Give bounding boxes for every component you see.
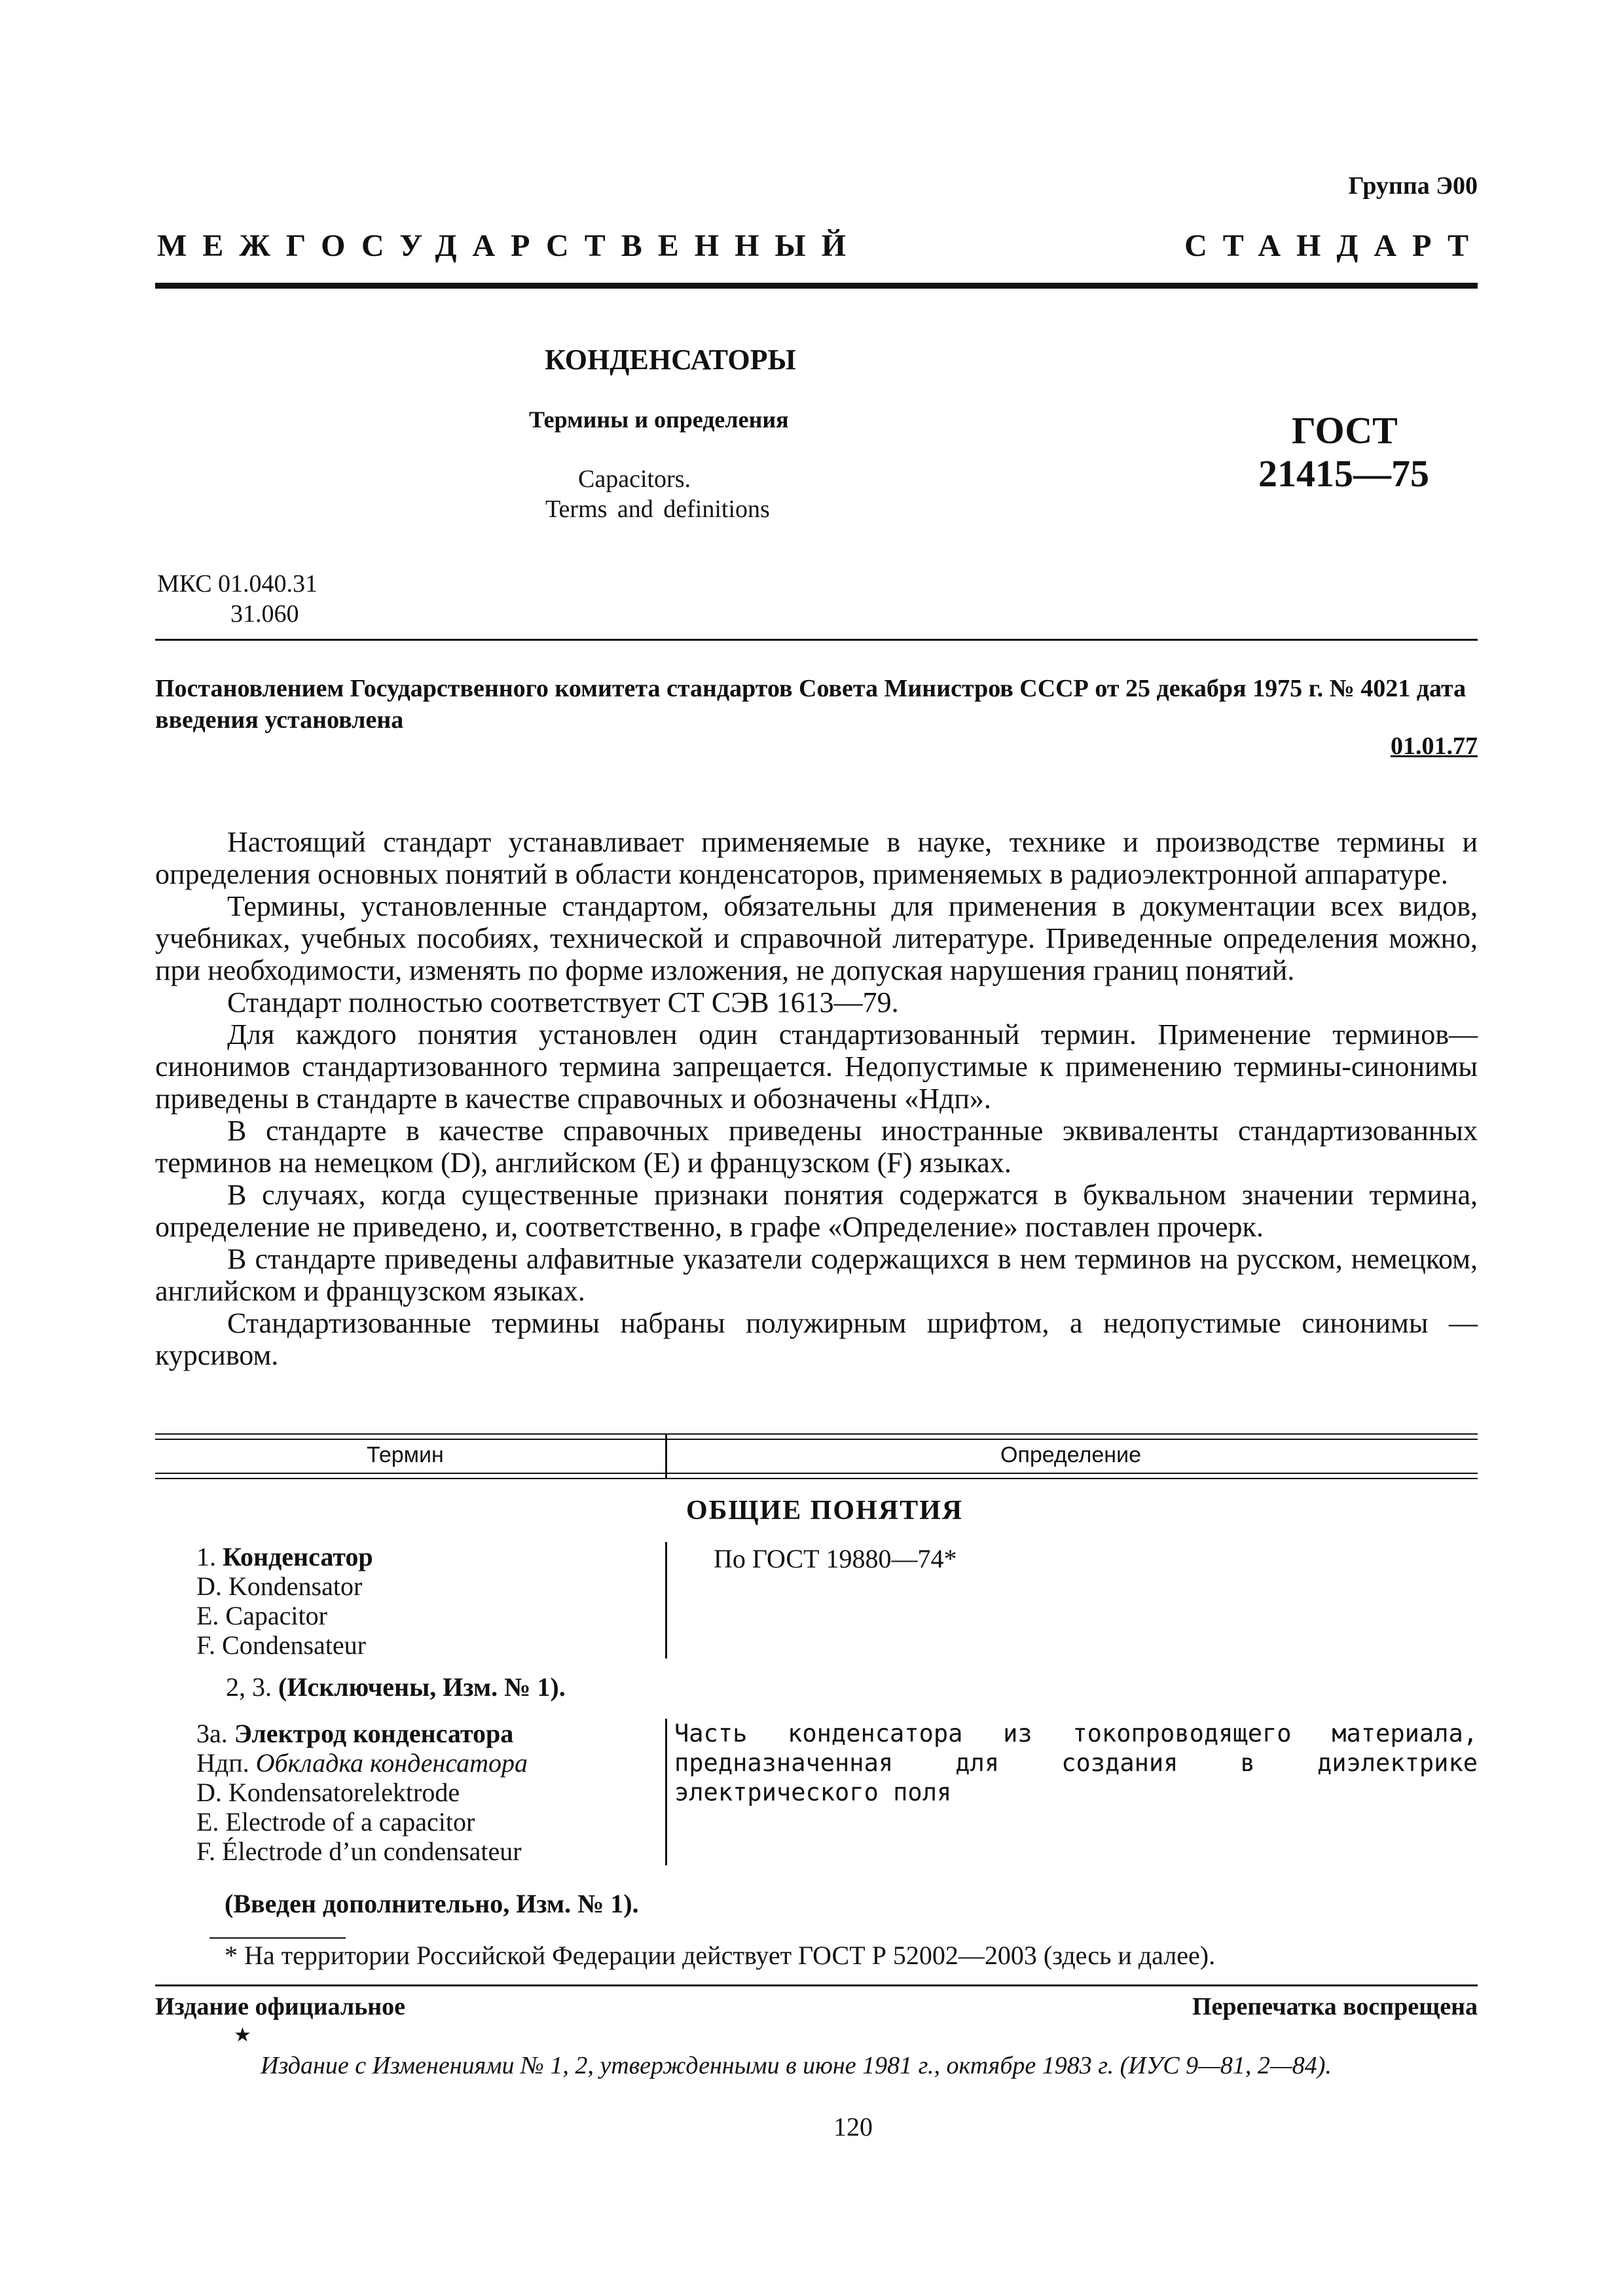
term-number: 3а.: [196, 1719, 228, 1748]
paragraph: Термины, установленные стандартом, обязательны для применения в документации всех видов, учебниках, учебных пособиях, технической и справочной литературе. Приведенные определения можно, при необходимости, изменять по форме изложения, не допуская нарушения границ понятий.: [155, 890, 1478, 986]
mks-code-2: 31.060: [230, 600, 299, 628]
mks-code-1: МКС 01.040.31: [157, 570, 318, 598]
paragraph: В стандарте в качестве справочных приведены иностранные эквиваленты стандартизованных терминов на немецком (D), английском (E) и французском (F) языках.: [155, 1115, 1478, 1179]
paragraph: Для каждого понятия установлен один стандартизованный термин. Применение терминов—синонимов стандартизованного термина запрещается. Недопустимые к применению термины-синонимы приведены в стандарте в качестве справочных и обозначены «Ндп».: [155, 1018, 1478, 1115]
definition-1: По ГОСТ 19880—74*: [714, 1544, 957, 1573]
section-title: ОБЩИЕ ПОНЯТИЯ: [686, 1496, 964, 1526]
footer-rule: [155, 1984, 1478, 1986]
body-text: [155, 826, 1478, 1371]
column-divider: [665, 1719, 667, 1865]
group-label: Группа Э00: [1348, 172, 1478, 200]
amendment-note: (Введен дополнительно, Изм. № 1).: [225, 1889, 639, 1918]
table-header-rule: [155, 1473, 1478, 1474]
star-icon: ★: [234, 2024, 251, 2046]
gost-number: 21415—75: [1258, 452, 1429, 495]
term-de: D. Kondensatorelektrode: [196, 1778, 460, 1807]
term-entry-3a: [196, 1719, 528, 1866]
banner-interstate: МЕЖГОСУДАРСТВЕННЫЙ: [157, 228, 862, 263]
column-divider: [665, 1542, 667, 1659]
term-en: E. Electrode of a capacitor: [196, 1807, 475, 1837]
decree-text: Постановлением Государственного комитета стандартов Совета Министров СССР от 25 декабря 1975 г. № 4021 дата введения установлена: [155, 675, 1467, 734]
paragraph: Стандартизованные термины набраны полужирным шрифтом, а недопустимые синонимы — курсивом.: [155, 1307, 1478, 1371]
table-top-rule-2: [155, 1439, 1478, 1440]
page-number: 120: [833, 2112, 873, 2142]
table-header-rule-2: [155, 1478, 1478, 1479]
footnote-rule: [210, 1937, 346, 1939]
paragraph: Стандарт полностью соответствует СТ СЭВ 1613—79.: [227, 986, 899, 1018]
reprint-prohibited-label: Перепечатка воспрещена: [1192, 1993, 1478, 2020]
excluded-numbers: 2, 3.: [226, 1672, 272, 1702]
table-top-rule: [155, 1433, 1478, 1435]
edition-note: Издание с Изменениями № 1, 2, утвержденными в июне 1981 г., октябре 1983 г. (ИУС 9—81, 2—84).: [261, 2052, 1332, 2079]
official-edition-label: Издание официальное: [155, 1993, 406, 2020]
definition-3a: Часть конденсатора из токопроводящего материала, предназначенная для создания в диэлектрике электрического поля: [674, 1719, 1478, 1806]
document-subtitle: Термины и определения: [529, 406, 789, 433]
paragraph: Настоящий стандарт устанавливает применяемые в науке, технике и производстве термины и определения основных понятий в области конденсаторов, применяемых в радиоэлектронной аппаратуре.: [155, 826, 1478, 890]
column-header-term: Термин: [367, 1443, 444, 1467]
ndp-synonym: Обкладка конденсатора: [255, 1748, 528, 1778]
english-title-line1: Capacitors.: [578, 465, 691, 493]
ndp-label: Ндп.: [196, 1748, 249, 1778]
introduction-date: 01.01.77: [1391, 732, 1478, 760]
term-de: D. Kondensator: [196, 1571, 363, 1601]
mks-rule: [155, 639, 1478, 641]
footnote: * На территории Российской Федерации действует ГОСТ Р 52002—2003 (здесь и далее).: [225, 1941, 1216, 1970]
term-en: E. Capacitor: [196, 1601, 327, 1630]
term-name: Конденсатор: [223, 1542, 373, 1571]
table-header-divider: [665, 1433, 667, 1478]
paragraph: В стандарте приведены алфавитные указатели содержащихся в нем терминов на русском, немецком, английском и французском языках.: [155, 1243, 1478, 1307]
paragraph: В случаях, когда существенные признаки понятия содержатся в буквальном значении термина, определение не приведено, и, соответственно, в графе «Определение» поставлен прочерк.: [155, 1179, 1478, 1243]
gost-label: ГОСТ: [1292, 409, 1398, 452]
term-entry-1: [196, 1542, 373, 1660]
header-rule: [155, 283, 1478, 289]
document-title: КОНДЕНСАТОРЫ: [545, 344, 796, 376]
term-fr: F. Condensateur: [196, 1630, 366, 1660]
excluded-note: (Исключены, Изм. № 1).: [278, 1672, 566, 1702]
excluded-terms: [226, 1672, 566, 1702]
column-header-definition: Определение: [1000, 1443, 1141, 1467]
term-name: Электрод конденсатора: [234, 1719, 514, 1748]
term-fr: F. Électrode d’un condensateur: [196, 1837, 522, 1866]
term-number: 1.: [196, 1542, 216, 1571]
banner-standard: СТАНДАРТ: [1184, 228, 1484, 263]
english-title-line2: Terms and definitions: [545, 495, 770, 523]
